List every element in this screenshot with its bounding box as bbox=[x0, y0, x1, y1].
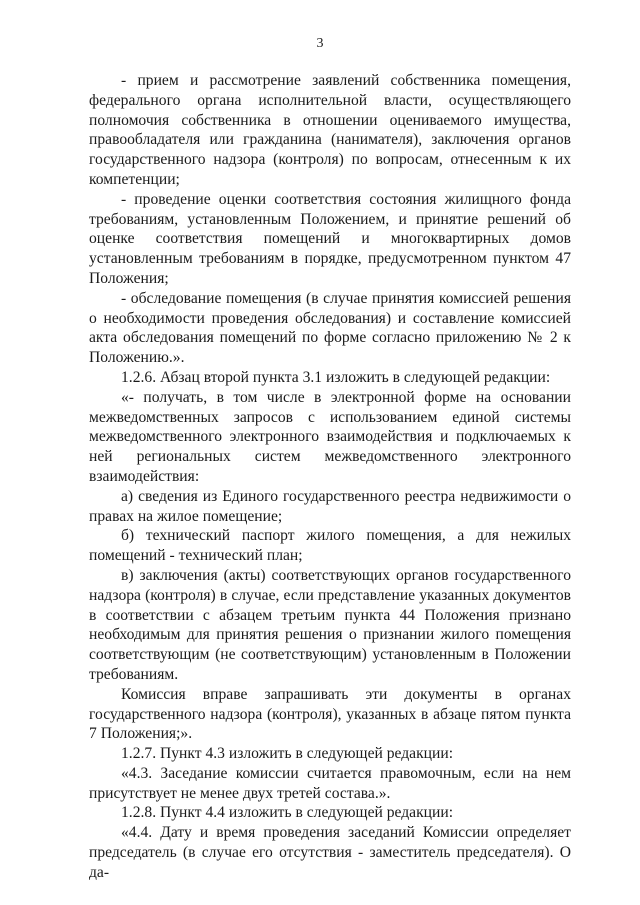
paragraph-meeting-date: «4.4. Дату и время проведения заседаний Комиссии определяет председатель (в случае его отсутствия - заместитель председателя). О да- bbox=[89, 824, 571, 881]
paragraph-commission-rights: Комиссия вправе запрашивать эти документы в органах государственного надзора (контроля), указанных в абзаце пятом пункта 7 Положения;». bbox=[89, 685, 571, 743]
list-item-a: а) сведения из Единого государственного реестра недвижимости о правах на жилое помещение; bbox=[89, 487, 571, 525]
paragraph-clause-1-2-7: 1.2.7. Пункт 4.3 изложить в следующей редакции: bbox=[121, 745, 454, 763]
paragraph-quorum: «4.3. Заседание комиссии считается правомочным, если на нем присутствует не менее двух третей состава.». bbox=[89, 764, 571, 802]
document-body bbox=[89, 71, 571, 883]
page-number: 3 bbox=[316, 36, 324, 51]
list-item-b: б) технический паспорт жилого помещения, а для нежилых помещений - технический план; bbox=[89, 527, 571, 565]
paragraph-interagency-requests: «- получать, в том числе в электронной форме на основании межведомственных запросов с использованием единой системы межведомственного электронного взаимодействия и подключаемых к ней региональных систем межведомственного электронного взаимодействия: bbox=[89, 388, 571, 485]
paragraph-compliance-assessment: - проведение оценки соответствия состояния жилищного фонда требованиям, установленным Положением, и принятие решений об оценке соответствия помещений и многоквартирных домов установленным требованиям в порядке, предусмотренном пунктом 47 Положения; bbox=[89, 190, 571, 287]
paragraph-clause-1-2-8: 1.2.8. Пункт 4.4 изложить в следующей редакции: bbox=[121, 804, 454, 822]
list-item-v: в) заключения (акты) соответствующих органов государственного надзора (контроля) в случае, если представление указанных документов в соответствии с абзацем третьим пункта 44 Положения признано необходимым для принятия решения о признании жилого помещения соответствующим (не соответствующим) установленным в Положении требованиям. bbox=[89, 566, 571, 683]
paragraph-inspection: - обследование помещения (в случае принятия комиссией решения о необходимости проведения обследования) и составление комиссией акта обследования помещений по форме согласно приложению № 2 к Положению.». bbox=[89, 289, 571, 367]
paragraph-clause-1-2-6: 1.2.6. Абзац второй пункта 3.1 изложить в следующей редакции: bbox=[121, 368, 551, 386]
paragraph-application-review: - прием и рассмотрение заявлений собственника помещения, федерального органа исполнительной власти, осуществляющего полномочия собственника в отношении оцениваемого имущества, правообладателя или гражданина (нанимателя), заключения органов государственного надзора (контроля) по вопросам, отнесенным к их компетенции; bbox=[89, 72, 571, 188]
